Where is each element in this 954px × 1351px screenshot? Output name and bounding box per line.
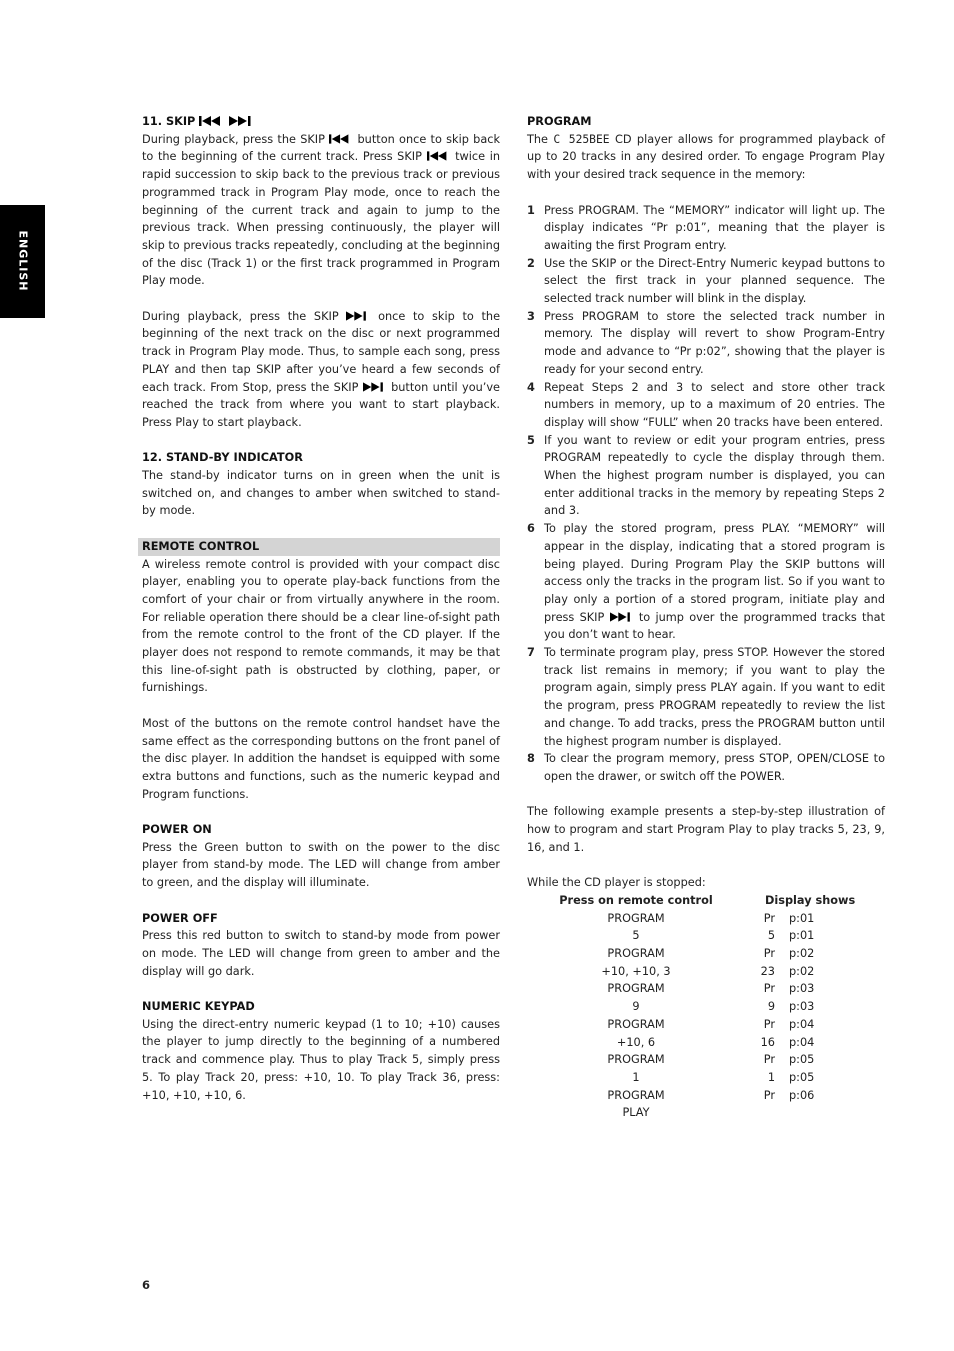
display-program-index: p:01 <box>789 929 815 943</box>
table-row <box>527 910 855 928</box>
display-cell <box>745 980 855 998</box>
display-cell <box>745 1034 855 1052</box>
press-cell: PLAY <box>622 1106 650 1120</box>
display-value: Pr <box>763 1053 775 1067</box>
press-cell: PROGRAM <box>607 1017 665 1031</box>
display-program-index: p:05 <box>789 1070 815 1084</box>
display-program-index: p:02 <box>789 964 815 978</box>
press-cell: PROGRAM <box>607 1053 665 1067</box>
skip-back-icon <box>329 134 353 144</box>
display-value: Pr <box>763 911 775 925</box>
display-cell <box>745 927 855 945</box>
skip-forward-icon <box>229 116 255 126</box>
press-cell: PROGRAM <box>607 911 665 925</box>
remote-paragraph-1: A wireless remote control is provided with your compact disc player, enabling you to operate play-back functions from the comfort of your chair or from virtually anywhere in the room. For reliable operation there should be a clear line-of-sight path from the remote control to the front of the CD player. If the player does not respond to remote commands, it may be that this line-of-sight path is obstructed by clothing, paper, or furnishings. <box>142 557 500 695</box>
table-row <box>527 1034 855 1052</box>
display-program-index: p:02 <box>789 947 815 960</box>
press-cell: PROGRAM <box>607 947 665 960</box>
display-program-index: p:05 <box>789 1053 815 1067</box>
table-row <box>527 927 855 945</box>
list-item: 3 Press PROGRAM to store the selected track number in memory. The display will revert to show Program-Entry mode and advance to “Pr p:02”, showing that the player is ready for your second entry. <box>527 309 885 376</box>
page-number: 6 <box>142 1278 151 1292</box>
press-cell: +10, 6 <box>616 1035 656 1049</box>
press-cell: 9 <box>632 1000 640 1014</box>
display-value: Pr <box>763 1017 775 1031</box>
skip-heading: 11. SKIP <box>142 113 500 131</box>
table-row <box>527 1016 855 1034</box>
remote-control-heading: REMOTE CONTROL <box>138 538 500 556</box>
press-cell: PROGRAM <box>607 1088 665 1102</box>
list-item: 8 To clear the program memory, press STOP, OPEN/CLOSE to open the drawer, or switch off the POWER. <box>527 752 885 783</box>
list-item: 1 Press PROGRAM. The “MEMORY” indicator will light up. The display indicates “Pr p:01”, meaning that the player is awaiting the first Program entry. <box>527 203 885 252</box>
right-column <box>527 113 885 1122</box>
table-row <box>527 1069 855 1087</box>
left-column <box>142 113 500 1104</box>
display-program-index: p:03 <box>789 1000 815 1014</box>
display-value: Pr <box>763 1088 775 1102</box>
display-program-index: p:03 <box>789 982 815 996</box>
table-row <box>527 963 855 981</box>
display-value: 1 <box>767 1070 775 1084</box>
standby-text: The stand-by indicator turns on in green when the unit is switched on, and changes to amber when switched to stand-by mode. <box>142 469 500 518</box>
language-tab <box>0 205 45 318</box>
list-item: 6 To play the stored program, press PLAY. “MEMORY” will appear in the display, indicating that a stored program is being played. During Program Play the SKIP buttons will access only the tracks in the program list. So if you want to play only a portion of a stored program, initiate play and press SKIP to jump over the programmed tracks that you don’t want to hear. <box>527 522 885 642</box>
program-steps <box>527 202 885 786</box>
press-cell: PROGRAM <box>607 982 665 996</box>
press-cell: 5 <box>632 929 640 943</box>
skip-back-icon <box>427 151 451 161</box>
display-program-index: p:04 <box>789 1017 815 1031</box>
table-row <box>527 1051 855 1069</box>
standby-heading: 12. STAND-BY INDICATOR <box>142 451 303 465</box>
remote-paragraph-2: Most of the buttons on the remote control handset have the same effect as the corresponding buttons on the front panel of the disc player. In addition the handset is equipped with some extra buttons and functions, such as the numeric keypad and Program functions. <box>142 716 500 801</box>
skip-forward-icon <box>610 612 634 622</box>
list-item: 7 To terminate program play, press STOP. However the stored track list remains in memory; if you want to play the program again, simply press PLAY again. If you want to edit the program, press PROGRAM repeatedly to review the list and change. To add tracks, press the PROGRAM button until the highest program number is displayed. <box>527 646 885 748</box>
program-example-table <box>527 892 855 1122</box>
power-on-text: Press the Green button to swith on the power to the disc player from stand-by mode. The LED will change from amber to green, and the display will illuminate. <box>142 840 500 890</box>
numeric-keypad-text: Using the direct-entry numeric keypad (1 to 10; +10) causes the player to jump directly to the beginning of a numbered track and commence play. Thus to play Track 5, simply press 5. To play Track 20, press: +10, 10. To play Track 36, press: +10, +10, +10, 6. <box>142 1017 500 1102</box>
table-row <box>527 945 855 963</box>
model-name: C 525BEE <box>553 132 610 146</box>
display-cell <box>745 1016 855 1034</box>
power-on-heading: POWER ON <box>142 823 212 837</box>
display-cell <box>745 1087 855 1105</box>
table-row <box>527 998 855 1016</box>
table-header-display: Display shows <box>765 893 856 907</box>
example-intro: The following example presents a step-by-step illustration of how to program and start Program Play to play tracks 5, 23, 9, 16, and 1. <box>527 805 885 854</box>
program-intro: The C 525BEE CD player allows for programmed playback of up to 20 tracks in any desired order. To engage Program Play with your desired track sequence in the memory: <box>527 132 886 182</box>
table-row <box>527 1087 855 1105</box>
language-tab-label: ENGLISH <box>16 230 30 292</box>
program-heading: PROGRAM <box>527 115 592 128</box>
list-item: 2 Use the SKIP or the Direct-Entry Numeric keypad buttons to select the first track in your planned sequence. The selected track number will blink in the display. <box>527 256 885 306</box>
display-cell <box>745 945 855 963</box>
table-row <box>527 1104 855 1122</box>
display-cell <box>745 910 855 928</box>
skip-back-icon <box>199 116 225 126</box>
display-value: 5 <box>767 929 775 943</box>
display-program-index: p:06 <box>789 1088 815 1102</box>
display-cell <box>745 1051 855 1069</box>
power-off-heading: POWER OFF <box>142 911 218 925</box>
display-cell <box>745 1069 855 1087</box>
display-value: Pr <box>763 947 775 960</box>
display-cell <box>745 998 855 1016</box>
skip-paragraph-2: During playback, press the SKIP once to skip to the beginning of the next track on the disc or next programmed track in Program Play mode. Thus, to sample each song, press PLAY and then tap SKIP after you’ve heard a few seconds of each track. From Stop, press the SKIP button until you’ve reached the track from where you want to start playback. Press Play to start playback. <box>142 309 501 429</box>
list-item: 5 If you want to review or edit your program entries, press PROGRAM repeatedly to cycle the display through them. When the highest program number is displayed, you can enter additional tracks in the memory by repeating Steps 2 and 3. <box>527 433 885 518</box>
table-header-press: Press on remote control <box>559 893 713 907</box>
while-stopped-label: While the CD player is stopped: <box>527 876 706 890</box>
skip-forward-icon <box>363 382 387 392</box>
display-cell <box>745 963 855 981</box>
skip-paragraph-1: During playback, press the SKIP button once to skip back to the beginning of the current track. Press SKIP twice in rapid succession to skip back to the previous track or previous programmed track in Program Play mode, once to reach the beginning of the current track and again to jump to the previous track. When pressing continuously, the player will skip to previous tracks repeatedly, concluding at the beginning of the disc (Track 1) or the first track programmed in Program Play mode. <box>142 132 501 288</box>
display-value: 9 <box>767 1000 775 1014</box>
table-row <box>527 980 855 998</box>
display-cell <box>745 1104 855 1122</box>
numeric-keypad-heading: NUMERIC KEYPAD <box>142 1000 255 1014</box>
display-program-index: p:04 <box>789 1035 815 1049</box>
press-cell: 1 <box>632 1070 640 1084</box>
display-value: 16 <box>760 1035 775 1049</box>
press-cell: +10, +10, 3 <box>601 964 671 978</box>
display-value: Pr <box>763 982 775 996</box>
skip-forward-icon <box>346 311 370 321</box>
power-off-text: Press this red button to switch to stand-by mode from power on mode. The LED will change from green to amber and the display will go dark. <box>142 929 500 978</box>
display-value: 23 <box>760 964 775 978</box>
list-item: 4 Repeat Steps 2 and 3 to select and store other track numbers in memory, up to a maximum of 20 entries. The display will show “FULL” when 20 tracks have been entered. <box>527 380 885 429</box>
display-program-index: p:01 <box>789 911 815 925</box>
